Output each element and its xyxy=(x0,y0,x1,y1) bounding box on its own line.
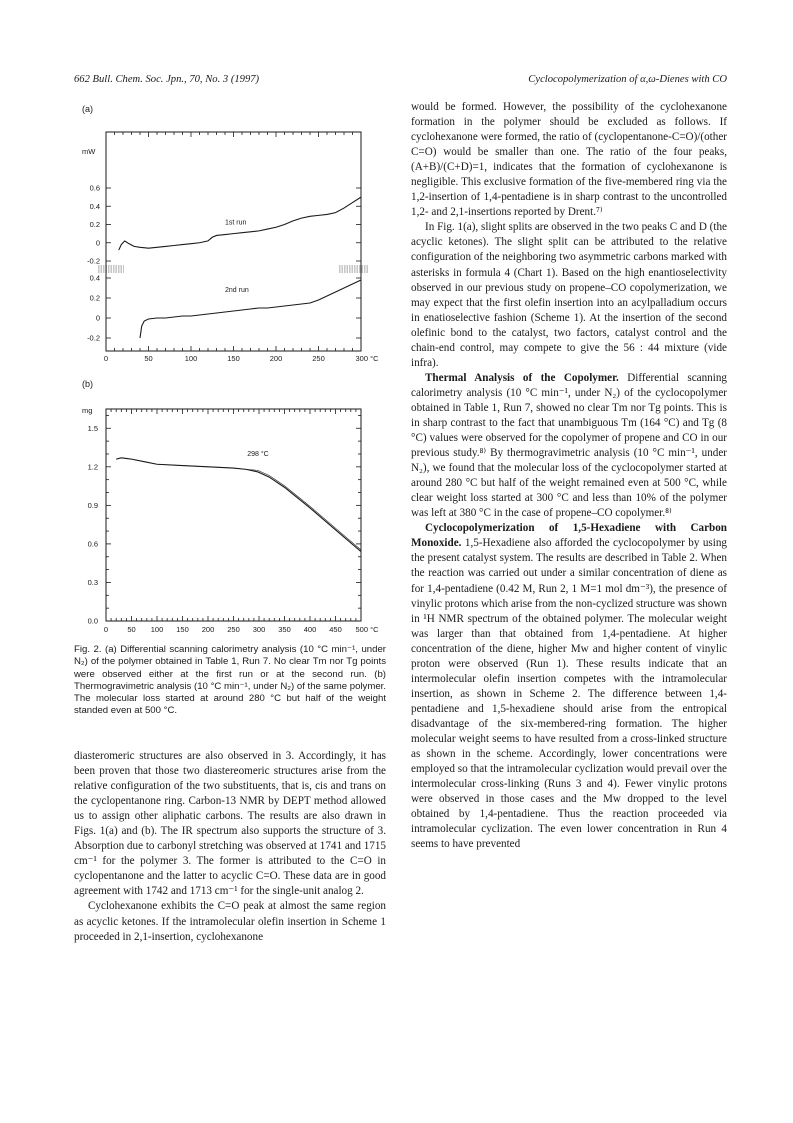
tga-y-tick-label: 0.6 xyxy=(87,539,98,549)
header-left: 662 Bull. Chem. Soc. Jpn., 70, No. 3 (1997) xyxy=(74,74,260,85)
right-paragraph-3 xyxy=(411,371,727,521)
tga-frame xyxy=(106,409,361,621)
dsc-2nd-run-label: 2nd run xyxy=(225,287,249,294)
left-column xyxy=(74,749,386,945)
dsc-x-tick-label: 0 xyxy=(103,354,109,363)
tga-y-tick-label: 0.9 xyxy=(87,500,98,510)
tga-y-tick-label: 1.5 xyxy=(87,423,98,433)
figure-2-chart xyxy=(70,100,390,640)
dsc-lower-y-tick-label: 0.4 xyxy=(89,273,100,283)
tga-x-tick-label: 0 xyxy=(103,625,109,634)
right-paragraph-2: In Fig. 1(a), slight splits are observed in the two peaks C and D (the acyclic ketones). The slight split can be attributed to the relative configuration of the neighboring two asymmetric carbons marked with asterisks in formula 4 (Chart 1). Based on the high enantioselectivity observed in our previous study on propene–CO copolymerization, we may expect that the first olefin insertion into an acylpalladium occurs in enatioselective fashion (Scheme 1). At the insertion of the second olefinic bond to the catalyst, two factors, catalyst control and the chain-end control, may compete to give the 56 : 44 mixture (vide infra). xyxy=(411,221,727,369)
tga-x-tick-label: 400 xyxy=(303,625,317,634)
right-paragraph-3-body: Differential scanning calorimetry analysis (10 °C min⁻¹, under N₂) of the cyclocopolymer obtained in Table 1, Run 7, showed no clear Tm nor Tg points. This is in sharp contrast to the fact that unambiguous Tm (164 °C) and Tg (8 °C) values were observed for the copolymer of propene and CO in our previous study.⁸⁾ By thermogravimetric analysis (10 °C min⁻¹, under N₂), we found that the molecular loss of the cyclocopolymer started at around 280 °C but half of the weight remained even at 500 °C, while clear weight loss started at 300 °C and less than 10% of the polymer was left at 380 °C in the case of propene–CO copolymer.⁸⁾ xyxy=(411,371,727,520)
dsc-x-tick-label: 300 °C xyxy=(355,354,379,363)
dsc-x-tick-label: 100 xyxy=(184,354,198,363)
tga-y-tick-label: 1.2 xyxy=(87,462,98,472)
section-heading-hexadiene: Cyclocopolymerization of 1,5-Hexadiene with Carbon Monoxide. xyxy=(411,522,727,550)
right-paragraph-4 xyxy=(411,521,727,852)
figure-caption: Fig. 2. (a) Differential scanning calorimetry analysis (10 °C min⁻¹, under N₂) of the polymer obtained in Table 1, Run 7. No clear Tm nor Tg points were observed either at the first run or at the second run. (b) Thermogravimetric analysis (10 °C min⁻¹, under N₂) of the same polymer. The molecular loss started at around 280 °C but half of the weight standed even at 500 °C. xyxy=(74,644,386,717)
dsc-x-tick-label: 250 xyxy=(312,354,325,363)
panel-a-label: (a) xyxy=(82,104,93,114)
dsc-frame xyxy=(106,132,361,351)
dsc-upper-y-tick-label: 0.6 xyxy=(89,183,100,193)
tga-y-axis-label: mg xyxy=(82,406,93,415)
dsc-upper-y-tick-label: 0.4 xyxy=(89,201,100,211)
figure-2 xyxy=(70,100,390,640)
tga-x-tick-label: 300 xyxy=(252,625,266,634)
dsc-lower-y-tick-label: 0.2 xyxy=(89,293,100,303)
dsc-y-axis-label: mW xyxy=(82,147,96,156)
tga-x-tick-label: 100 xyxy=(150,625,164,634)
right-column xyxy=(411,100,727,852)
dsc-lower-y-tick-label: 0 xyxy=(95,313,100,323)
tga-x-tick-label: 500 °C xyxy=(355,625,379,634)
tga-annotation-298: 298 °C xyxy=(247,451,269,459)
tga-y-tick-label: 0.0 xyxy=(87,616,98,626)
dsc-upper-y-tick-label: 0 xyxy=(95,238,100,248)
dsc-x-tick-label: 150 xyxy=(227,354,240,363)
dsc-2nd-run-line xyxy=(140,280,361,338)
dsc-1st-run-label: 1st run xyxy=(225,219,247,227)
left-paragraph-2: Cyclohexanone exhibits the C=O peak at almost the same region as acyclic ketones. If the intramolecular olefin insertion in Scheme 1 proceeded in 2,1-insertion, cyclohexanone xyxy=(74,900,386,943)
running-header xyxy=(74,74,727,90)
dsc-upper-y-tick-label: -0.2 xyxy=(87,256,100,266)
tga-x-tick-label: 150 xyxy=(176,625,189,634)
dsc-upper-y-tick-label: 0.2 xyxy=(89,220,100,229)
tga-x-tick-label: 350 xyxy=(278,625,291,634)
tga-weight-line-secondary xyxy=(116,458,361,550)
tga-weight-line xyxy=(116,458,361,552)
tga-x-tick-label: 200 xyxy=(201,625,215,634)
panel-b-label: (b) xyxy=(82,379,93,389)
dsc-x-tick-label: 50 xyxy=(144,354,153,363)
tga-x-tick-label: 50 xyxy=(127,625,136,634)
left-paragraph-1: diasteromeric structures are also observed in 3. Accordingly, it has been proven that those two diastereomeric structures arise from the relative configuration of the two substituents, that is, cis and trans on the cyclopentanone ring. Carbon-13 NMR by DEPT method allowed us to assign other aliphatic carbons. The results are also drawn in Figs. 1(a) and (b). The IR spectrum also supports the structure of 3. Absorption due to carbonyl stretching was observed at 1741 and 1715 cm⁻¹ for the polymer 3. The former is attributed to the C=O in cyclopentanone and the latter to acyclic C=O. These data are in good agreement with 1742 and 1713 cm⁻¹ for the single-unit analog 2. xyxy=(74,750,386,898)
right-paragraph-4-body: 1,5-Hexadiene also afforded the cyclocopolymer by using the present catalyst system. The results are described in Table 2. When the reaction was carried out under a similar concentration of diene as for 1,4-pentadiene (0.42 M, Run 2, 1 M=1 mol dm⁻³), the presence of vinylic protons which arise from the non-cyclized structure was shown in ¹H NMR spectrum of the obtained polymer. The molecular weight was larger than that obtained from 1,4-pentadiene. At higher concentration of the diene, higher Mw and higher content of vinylic proton were observed (Run 1). These results indicate that an intermolecular olefin insertion competes with the intramolecular insertion, as shown in Scheme 2. The difference between 1,4-pentadiene and 1,5-hexadiene should arise from the entropical disadvantage of the six-membered-ring formation. The higher molecular weight seems to have resulted from a cross-linked structure as shown in the scheme. Accordingly, lower concentrations were employed so that the intramolecular cyclization would prevail over the intermolecular cross-linking (Runs 3 and 4). Fewer vinylic protons were observed in those cases and the Mw dropped to the level obtained by 1,4-pentadiene. Thus the reaction proceeded via intramolecular cyclization. The even lower concentration in Run 4 seems to have prevented xyxy=(411,537,727,851)
right-paragraph-1: would be formed. However, the possibility of the cyclohexanone formation in the polymer should be excluded as follows. If cyclohexanone were formed, the ratio of (cyclopentanone-C=O)/(other C=O) would be smaller than one. The ratio of the four peaks, (A+B)/(C+D)=1, indicates that the formation of cyclohexanone is negligible. This exclusive formation of the five-membered ring via the 1,2-insertion of 1,4-pentadiene is in sharp contrast to the uncontrolled 1,2- and 2,1-insertions reported by Drent.⁷⁾ xyxy=(411,101,727,219)
section-heading-thermal: Thermal Analysis of the Copolymer. xyxy=(425,371,619,384)
tga-x-tick-label: 250 xyxy=(227,625,240,634)
dsc-lower-y-tick-label: -0.2 xyxy=(87,333,100,343)
tga-x-tick-label: 450 xyxy=(329,625,342,634)
dsc-x-tick-label: 200 xyxy=(269,354,283,363)
tga-y-tick-label: 0.3 xyxy=(87,577,98,587)
header-right: Cyclocopolymerization of α,ω-Dienes with CO xyxy=(528,74,727,85)
